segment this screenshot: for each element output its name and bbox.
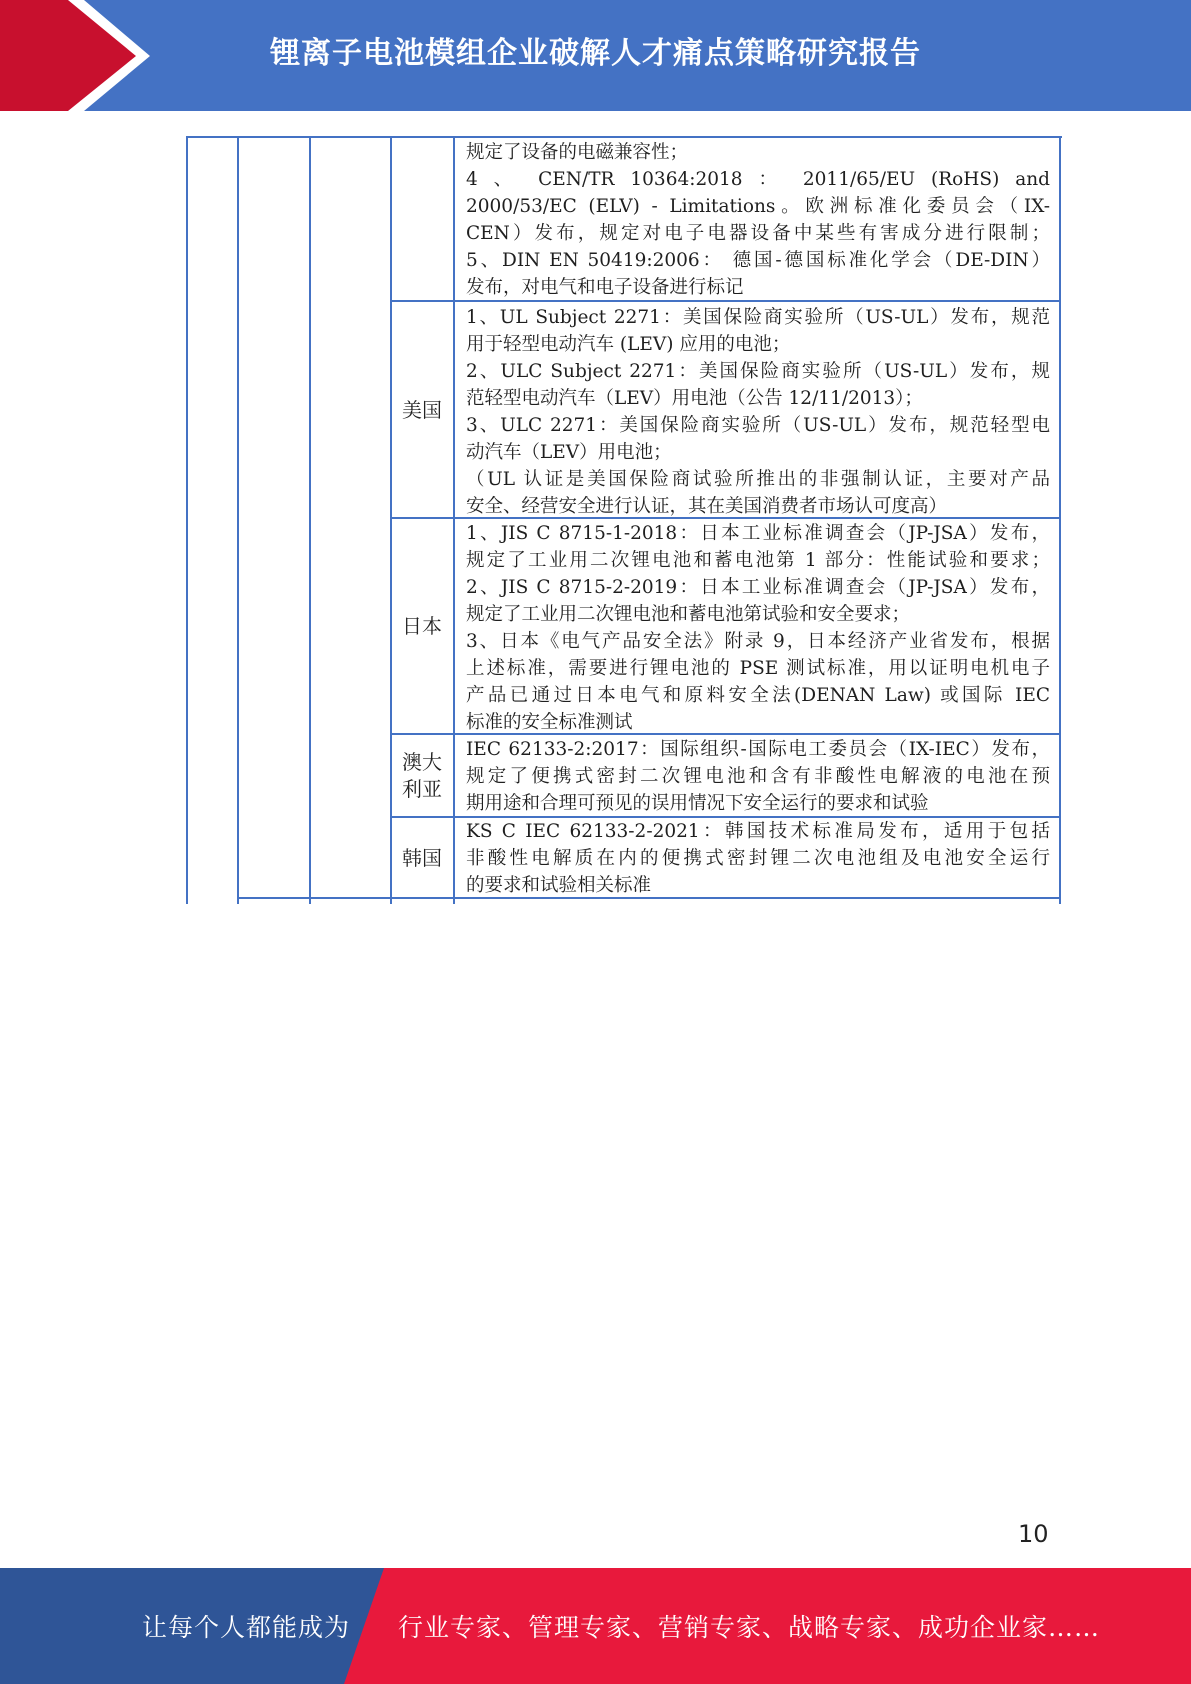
country-korea: 韩国: [402, 845, 442, 870]
cell-line: 发布，对电气和电子设备进行标记: [466, 277, 744, 298]
country-line: 澳大: [402, 750, 442, 774]
cell-line: 3、ULC 2271：美国保险商实验所（US-UL）发布，规范轻型电: [466, 415, 1050, 436]
cell-standards-japan: [466, 520, 1191, 736]
cell-line: 4 、 CEN/TR 10364:2018 ： 2011/65/EU (RoHS) and: [466, 169, 1050, 190]
footer-slogan-right: 行业专家、管理专家、营销专家、战略专家、成功企业家……: [398, 1613, 1101, 1642]
country-australia: [392, 735, 452, 817]
cell-line: 规定了工业用二次锂电池和蓄电池第 1 部分：性能试验和要求；: [466, 550, 1050, 571]
cell-line: 用于轻型电动汽车 (LEV) 应用的电池；: [466, 334, 791, 355]
cell-line: （UL 认证是美国保险商试验所推出的非强制认证，主要对产品: [466, 469, 1050, 490]
cell-line: 范轻型电动汽车（LEV）用电池（公告 12/11/2013）；: [466, 388, 923, 409]
cell-line: 标准的安全标准测试: [466, 712, 633, 733]
cell-line: 2、JIS C 8715-2-2019：日本工业标准调查会（JP-JSA）发布，: [466, 577, 1050, 598]
cell-line: 2000/53/EC (ELV) - Limitations。欧洲标准化委员会（IX-: [466, 196, 1050, 217]
cell-line: 3、日本《电气产品安全法》附录 9，日本经济产业省发布，根据: [466, 631, 1050, 652]
cell-line: 产品已通过日本电气和原料安全法(DENAN Law) 或国际 IEC: [466, 685, 1050, 706]
cell-line: 的要求和试验相关标准: [466, 875, 652, 896]
cell-standards-korea: [466, 818, 1191, 899]
country-japan: 日本: [402, 614, 442, 638]
standards-table: [186, 136, 1062, 904]
country-usa: 美国: [402, 397, 442, 422]
page-number: 10: [1018, 1520, 1049, 1548]
cell-line: 1、UL Subject 2271：美国保险商实验所（US-UL）发布，规范: [466, 307, 1050, 328]
cell-line: 规定了设备的电磁兼容性；: [466, 142, 689, 163]
page-footer: [0, 1568, 1191, 1684]
cell-standards-usa: [466, 304, 1191, 520]
cell-line: CEN）发布，规定对电子电器设备中某些有害成分进行限制；: [466, 223, 1050, 244]
cell-line: 5、DIN EN 50419:2006： 德国-德国标准化学会（DE-DIN）: [466, 250, 1050, 271]
cell-line: KS C IEC 62133-2-2021：韩国技术标准局发布，适用于包括: [466, 821, 1050, 842]
cell-line: 1、JIS C 8715-1-2018：日本工业标准调查会（JP-JSA）发布，: [466, 523, 1050, 544]
cell-line: 2、ULC Subject 2271：美国保险商实验所（US-UL）发布，规: [466, 361, 1050, 382]
cell-line: 上述标准，需要进行锂电池的 PSE 测试标准，用以证明电机电子: [466, 658, 1050, 679]
cell-line: 期用途和合理可预见的误用情况下安全运行的要求和试验: [466, 793, 929, 814]
country-line: 利亚: [402, 777, 442, 801]
cell-line: IEC 62133-2:2017：国际组织-国际电工委员会（IX-IEC）发布，: [466, 739, 1050, 760]
page-header: [0, 0, 1191, 111]
cell-standards-continued: [466, 139, 1191, 301]
report-title: 锂离子电池模组企业破解人才痛点策略研究报告: [270, 36, 921, 71]
cell-standards-australia: [466, 736, 1191, 817]
cell-line: 规定了工业用二次锂电池和蓄电池第试验和安全要求；: [466, 604, 911, 625]
cell-line: 动汽车（LEV）用电池；: [466, 442, 672, 463]
cell-line: 非酸性电解质在内的便携式密封锂二次电池组及电池安全运行: [466, 848, 1050, 869]
cell-line: 规定了便携式密封二次锂电池和含有非酸性电解液的电池在预: [466, 766, 1050, 787]
header-arrow-icon: [0, 0, 160, 111]
footer-slogan-left: 让每个人都能成为: [142, 1613, 351, 1642]
cell-line: 安全、经营安全进行认证，其在美国消费者市场认可度高）: [466, 496, 948, 517]
